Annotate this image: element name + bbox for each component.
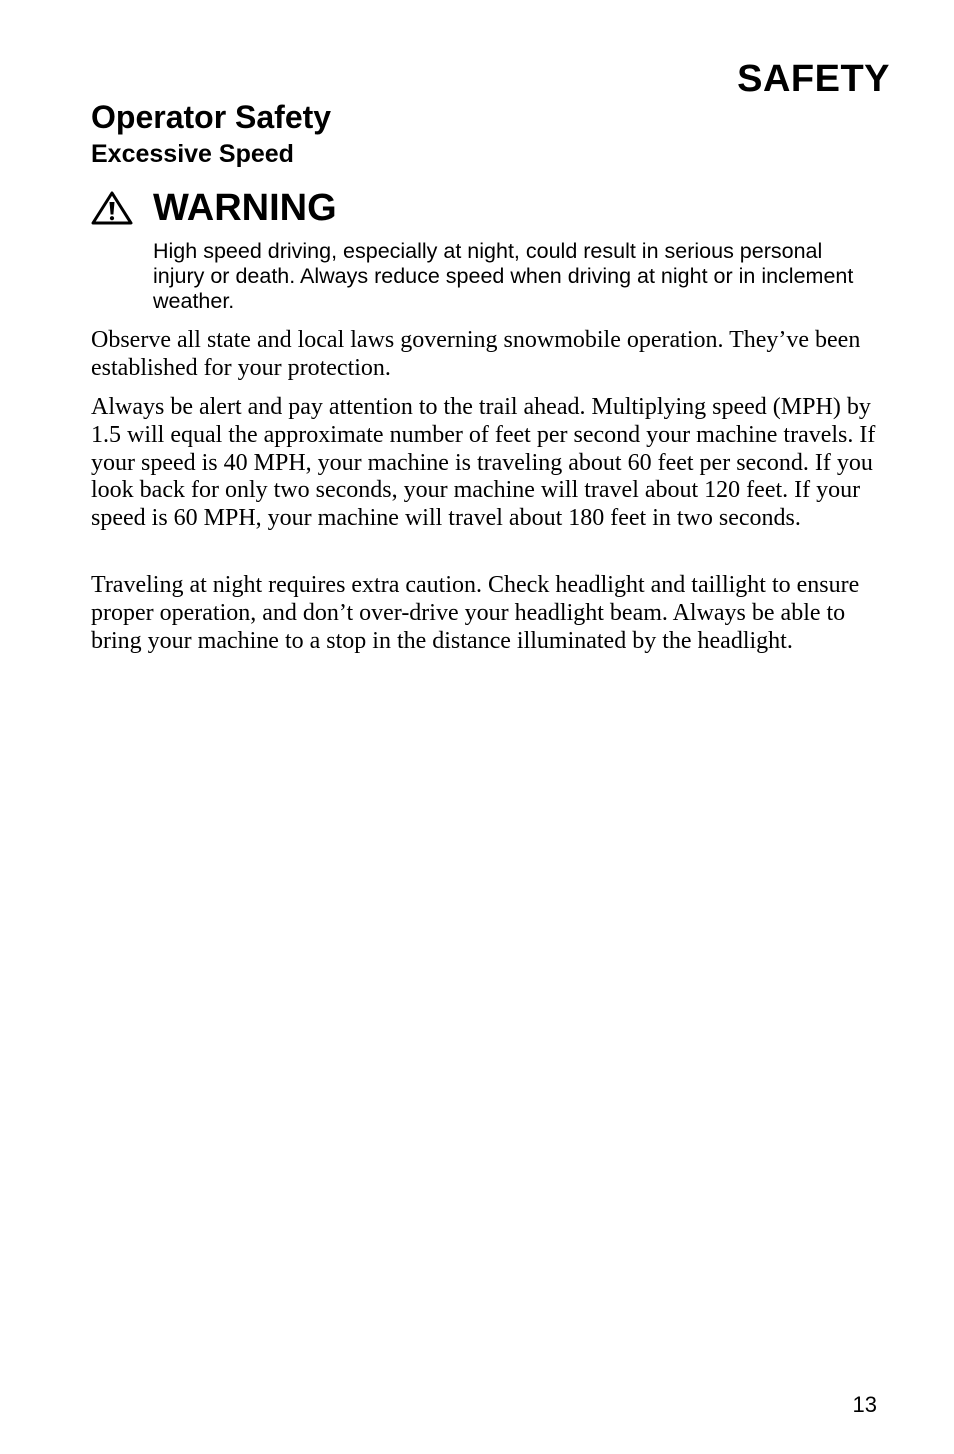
page-number: 13 [852, 1392, 877, 1417]
warning-triangle-icon [91, 191, 133, 225]
paragraph-speed: Always be alert and pay attention to the trail ahead. Multiplying speed (MPH) by 1.5 will equal the approximate number of feet per second your machine travels. If your speed is 40 MPH, your machine is traveling about 60 feet per second. If you look back for only two seconds, your machine will travel about 120 feet. If your speed is 60 MPH, your machine will travel about 180 feet in two seconds. [91, 394, 876, 532]
warning-label: WARNING [153, 187, 337, 229]
warning-text: High speed driving, especially at night, could result in serious personal injury or death. Always reduce speed when driving at night or in inclement weather. [153, 239, 854, 313]
page-heading: Operator Safety [91, 99, 332, 135]
paragraph-night: Traveling at night requires extra caution. Check headlight and taillight to ensure proper operation, and don’t over-drive your headlight beam. Always be able to bring your machine to a stop in the distance illuminated by the headlight. [91, 572, 860, 654]
warning-header [91, 183, 337, 233]
paragraph-laws: Observe all state and local laws governing snowmobile operation. They’ve been established for your protection. [91, 327, 861, 381]
page-subheading: Excessive Speed [91, 140, 294, 168]
section-title: SAFETY [737, 58, 890, 100]
